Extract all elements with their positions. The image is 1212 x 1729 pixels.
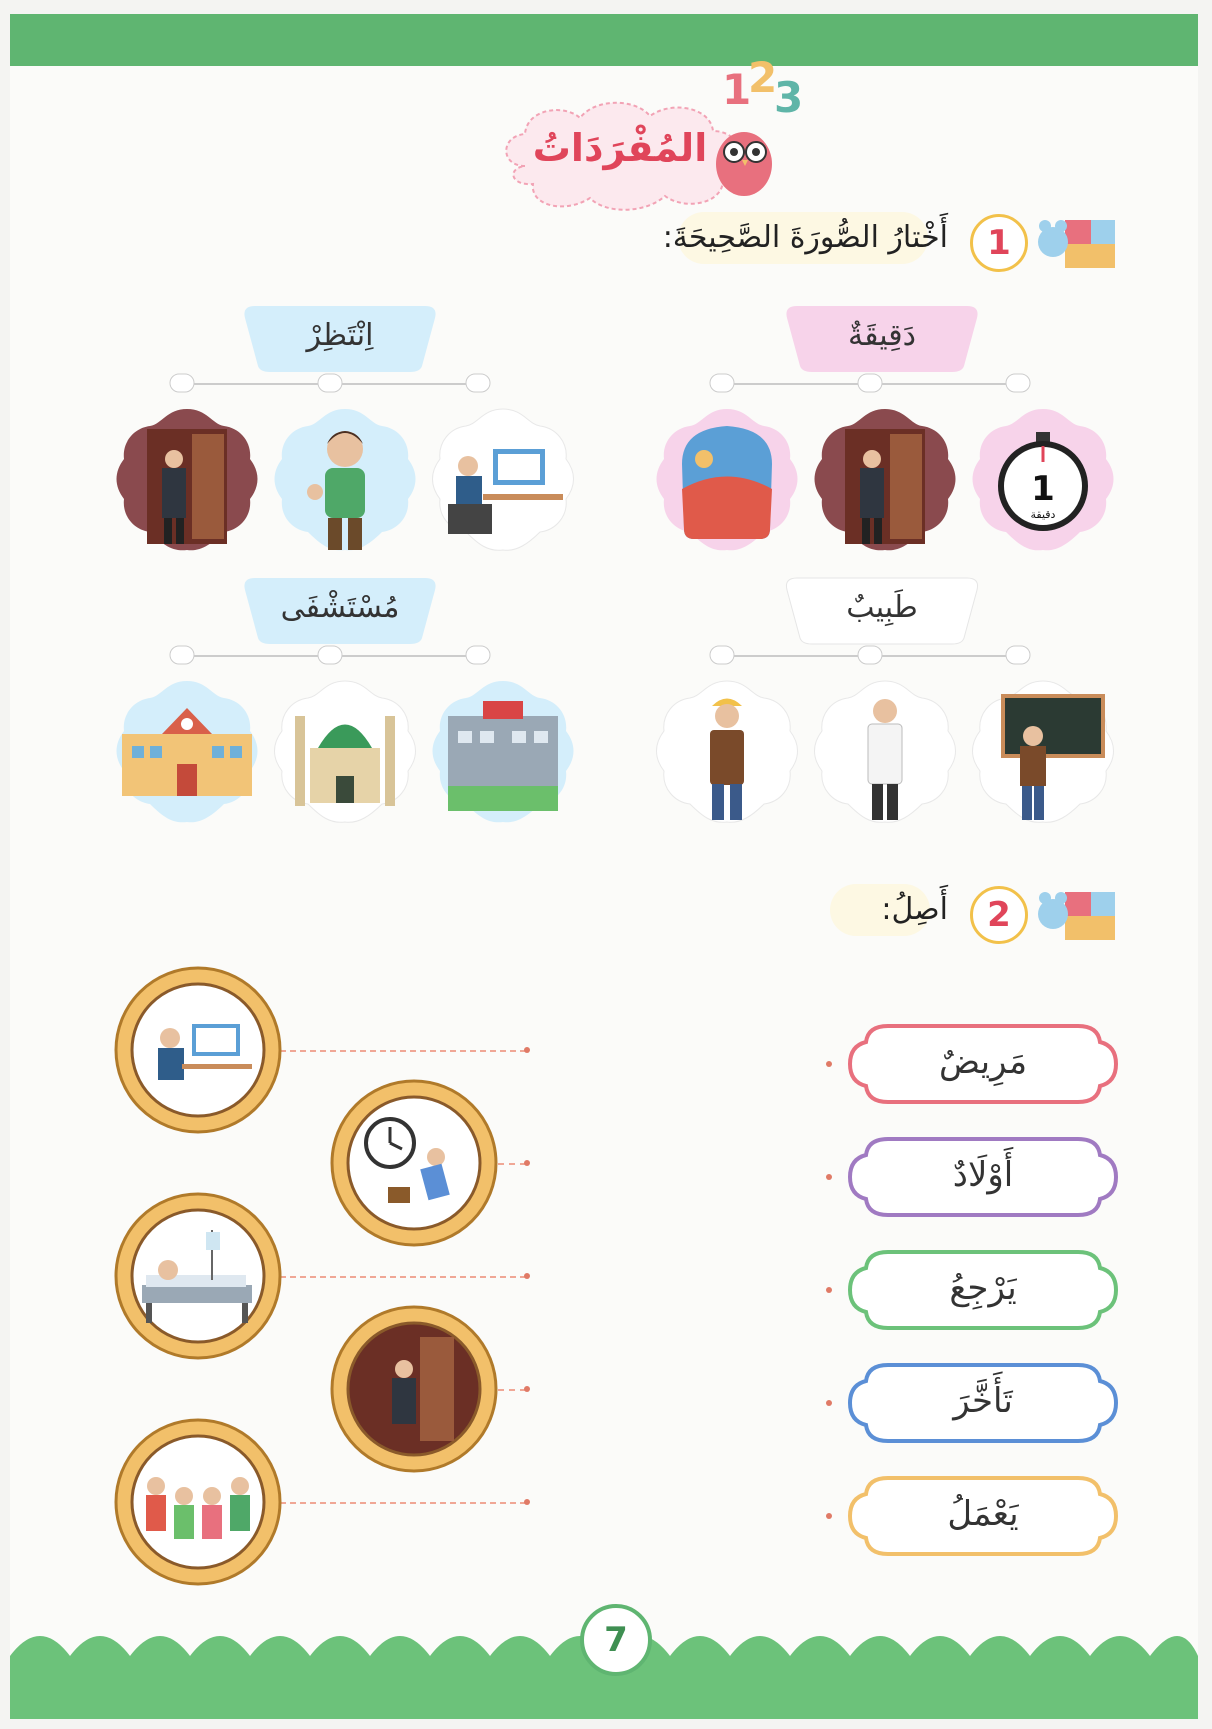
- man-at-door-icon[interactable]: [810, 404, 960, 554]
- word-late: تَأَخَّرَ: [953, 1381, 1013, 1421]
- match-dot-pic-3[interactable]: [524, 1273, 530, 1279]
- worksheet-page: [10, 14, 1198, 1719]
- exercise-1-instruction: أَخْتارُ الصُّورَةَ الصَّحِيحَةَ:: [662, 220, 948, 255]
- word-works: يَعْمَلُ: [947, 1494, 1019, 1534]
- exercise-1-number: 1: [970, 214, 1028, 272]
- late-man-porthole[interactable]: [328, 1077, 500, 1249]
- man-at-door-icon-2[interactable]: [112, 404, 262, 554]
- dashline-pic-2: [498, 1163, 526, 1165]
- word-returns: يَرْجِعُ: [949, 1268, 1017, 1308]
- man-at-computer-icon[interactable]: [428, 404, 578, 554]
- teacher-icon[interactable]: [968, 676, 1118, 826]
- exercise-2-instruction: أَصِلُ:: [881, 892, 948, 927]
- stopwatch-icon[interactable]: [968, 404, 1118, 554]
- word-tab-wait: [240, 304, 440, 374]
- connector-doctor: [650, 644, 1070, 674]
- word-frame-works[interactable]: [848, 1474, 1118, 1558]
- word-minute: دَقِيقَةٌ: [847, 318, 916, 353]
- patient-in-bed-porthole[interactable]: [112, 1190, 284, 1362]
- svg-text:2: 2: [748, 54, 778, 102]
- match-dot-pic-2[interactable]: [524, 1160, 530, 1166]
- match-dot-pic-5[interactable]: [524, 1499, 530, 1505]
- connector-hospital: [110, 644, 530, 674]
- word-children: أَوْلَادٌ: [952, 1155, 1014, 1195]
- word-tab-doctor: [782, 576, 982, 646]
- owl-mascot-icon: [704, 54, 824, 204]
- word-hospital: مُسْتَشْفَى: [280, 590, 400, 625]
- match-dot-word-4[interactable]: [826, 1400, 832, 1406]
- word-frame-late[interactable]: [848, 1361, 1118, 1445]
- svg-text:1: 1: [722, 65, 752, 114]
- puzzle-bear-icon-2: [1035, 884, 1119, 944]
- connector-wait: [110, 372, 530, 402]
- match-dot-pic-1[interactable]: [524, 1047, 530, 1053]
- man-at-door-porthole[interactable]: [328, 1303, 500, 1475]
- match-dot-word-5[interactable]: [826, 1513, 832, 1519]
- puzzle-bear-icon: [1035, 212, 1119, 272]
- boy-raising-hand-icon[interactable]: [270, 404, 420, 554]
- children-group-porthole[interactable]: [112, 1416, 284, 1588]
- svg-text:3: 3: [774, 73, 804, 122]
- word-tab-minute: [782, 304, 982, 374]
- match-dot-word-3[interactable]: [826, 1287, 832, 1293]
- page-number: 7: [580, 1604, 652, 1676]
- connector-minute: [650, 372, 1070, 402]
- word-frame-returns[interactable]: [848, 1248, 1118, 1332]
- word-sick: مَرِيضٌ: [938, 1042, 1028, 1082]
- svg-text:دقيقة: دقيقة: [1030, 508, 1056, 521]
- word-wait: اِنْتَظِرْ: [306, 318, 374, 353]
- dashline-pic-1: [280, 1050, 526, 1052]
- svg-text:1: 1: [1031, 469, 1055, 509]
- dashline-pic-3: [280, 1276, 526, 1278]
- page-title: المُفْرَدَاتُ: [532, 126, 708, 170]
- mosque-icon[interactable]: [270, 676, 420, 826]
- exercise-2-number: 2: [970, 886, 1028, 944]
- hospital-building-icon[interactable]: [428, 676, 578, 826]
- match-dot-word-1[interactable]: [826, 1061, 832, 1067]
- school-building-icon[interactable]: [112, 676, 262, 826]
- word-tab-hospital: [240, 576, 440, 646]
- engineer-icon[interactable]: [652, 676, 802, 826]
- dashline-pic-4: [498, 1389, 526, 1391]
- match-dot-word-2[interactable]: [826, 1174, 832, 1180]
- top-green-bar: [10, 14, 1198, 66]
- man-at-computer-porthole[interactable]: [112, 964, 284, 1136]
- match-dot-pic-4[interactable]: [524, 1386, 530, 1392]
- school-bag-icon[interactable]: [652, 404, 802, 554]
- word-frame-sick[interactable]: [848, 1022, 1118, 1106]
- word-frame-children[interactable]: [848, 1135, 1118, 1219]
- dashline-pic-5: [280, 1502, 526, 1504]
- doctor-icon[interactable]: [810, 676, 960, 826]
- word-doctor: طَبِيبٌ: [846, 590, 918, 625]
